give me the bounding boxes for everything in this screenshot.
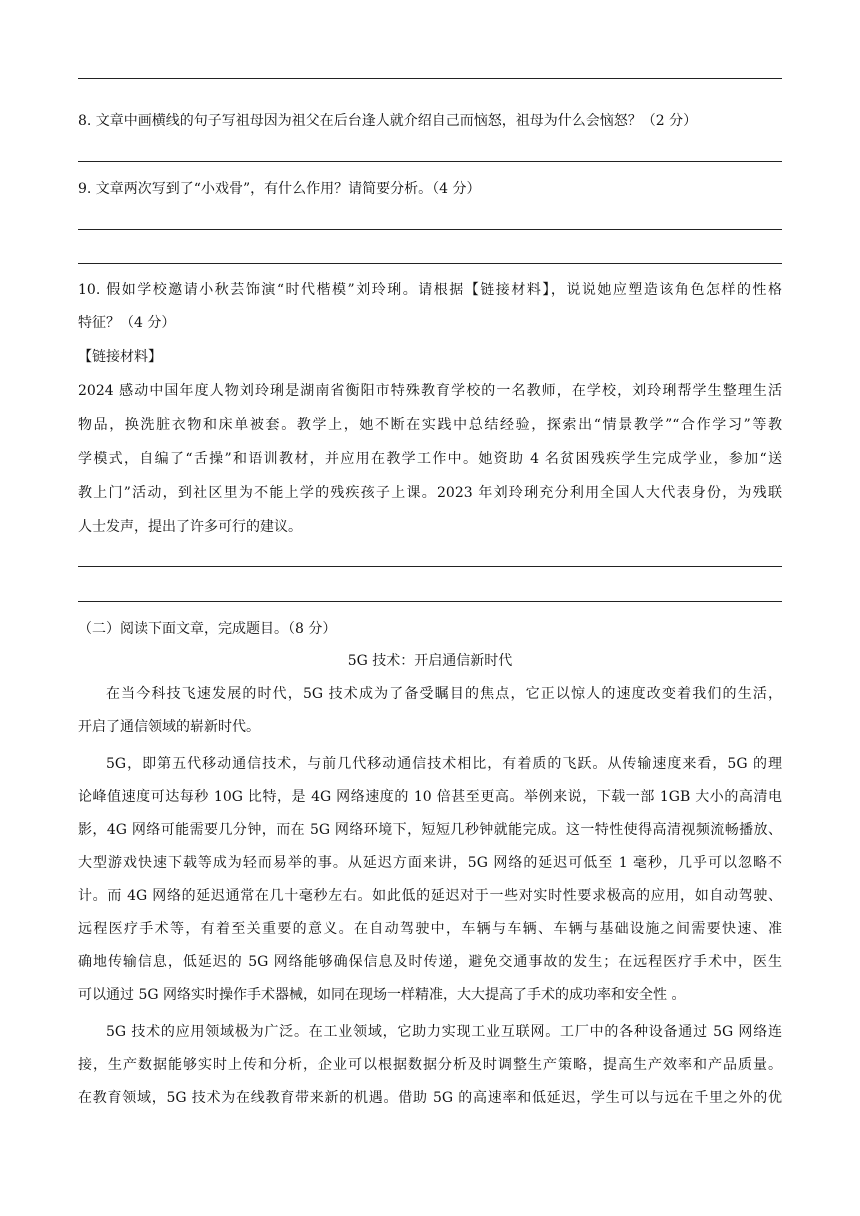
article-line: 开启了通信领域的崭新时代。 bbox=[78, 719, 260, 735]
question-10-line-1: 10. 假如学校邀请小秋芸饰演“时代楷模”刘玲琍。请根据【链接材料】，说说她应塑造该角色怎样的性格 bbox=[78, 282, 782, 298]
answer-line-6 bbox=[78, 601, 782, 602]
link-material-line: 人士发声，提出了许多可行的建议。 bbox=[78, 519, 302, 535]
article-line: 计。而 4G 网络的延迟通常在几十毫秒左右。如此低的延迟对于一些对实时性要求极高的应用，如自动驾驶、 bbox=[78, 888, 782, 904]
link-material-heading: 【链接材料】 bbox=[78, 349, 162, 365]
article-line: 论峰值速度可达每秒 10G 比特，是 4G 网络速度的 10 倍甚至更高。举例来说，下载一部 1GB 大小的高清电 bbox=[78, 789, 782, 805]
article-line: 接，生产数据能够实时上传和分析，企业可以根据数据分析及时调整生产策略，提高生产效率和产品质量。 bbox=[78, 1057, 782, 1073]
article-line: 影，4G 网络可能需要几分钟，而在 5G 网络环境下，短短几秒钟就能完成。这一特性使得高清视频流畅播放、 bbox=[78, 822, 782, 838]
article-line: 确地传输信息，低延迟的 5G 网络能够确保信息及时传递，避免交通事故的发生；在远程医疗手术中，医生 bbox=[78, 954, 782, 970]
answer-line-4 bbox=[78, 263, 782, 264]
section-2-heading: （二）阅读下面文章，完成题目。（8 分） bbox=[78, 621, 337, 637]
answer-line-3 bbox=[78, 229, 782, 230]
article-line: 在当今科技飞速发展的时代，5G 技术成为了备受瞩目的焦点，它正以惊人的速度改变着我们的生活， bbox=[106, 686, 782, 702]
article-line: 可以通过 5G 网络实时操作手术器械，如同在现场一样精准，大大提高了手术的成功率和安全性 。 bbox=[78, 987, 686, 1003]
article-line: 远程医疗手术等，有着至关重要的意义。在自动驾驶中，车辆与车辆、车辆与基础设施之间需要快速、准 bbox=[78, 921, 782, 937]
question-10-line-2: 特征？（4 分） bbox=[78, 315, 176, 331]
article-line: 5G 技术的应用领域极为广泛。在工业领域，它助力实现工业互联网。工厂中的各种设备通过 5G 网络连 bbox=[106, 1024, 782, 1040]
article-line: 在教育领域，5G 技术为在线教育带来新的机遇。借助 5G 的高速率和低延迟，学生可以与远在千里之外的优 bbox=[78, 1090, 782, 1106]
question-8: 8. 文章中画横线的句子写祖母因为祖父在后台逢人就介绍自己而恼怒，祖母为什么会恼怒？（2 分） bbox=[78, 113, 698, 129]
link-material-line: 2024 感动中国年度人物刘玲琍是湖南省衡阳市特殊教育学校的一名教师，在学校，刘玲琍帮学生整理生活 bbox=[78, 383, 782, 399]
article-line: 大型游戏快速下载等成为轻而易举的事。从延迟方面来讲，5G 网络的延迟可低至 1 毫秒，几乎可以忽略不 bbox=[78, 855, 782, 871]
article-line: 5G，即第五代移动通信技术，与前几代移动通信技术相比，有着质的飞跃。从传输速度来看，5G 的理 bbox=[106, 756, 782, 772]
answer-line-1 bbox=[78, 78, 782, 79]
answer-line-5 bbox=[78, 566, 782, 567]
link-material-line: 教上门”活动，到社区里为不能上学的残疾孩子上课。2023 年刘玲琍充分利用全国人大代表身份，为残联 bbox=[78, 485, 782, 501]
answer-line-2 bbox=[78, 161, 782, 162]
link-material-line: 物品，换洗脏衣物和床单被套。教学上，她不断在实践中总结经验，探索出“情景教学”“合作学习”等教 bbox=[78, 417, 782, 433]
link-material-line: 学模式，自编了“舌操”和语训教材，并应用在教学工作中。她资助 4 名贫困残疾学生完成学业，参加“送 bbox=[78, 451, 782, 467]
question-9: 9. 文章两次写到了“小戏骨”，有什么作用？请简要分析。（4 分） bbox=[78, 181, 481, 197]
article-title: 5G 技术：开启通信新时代 bbox=[347, 653, 513, 669]
